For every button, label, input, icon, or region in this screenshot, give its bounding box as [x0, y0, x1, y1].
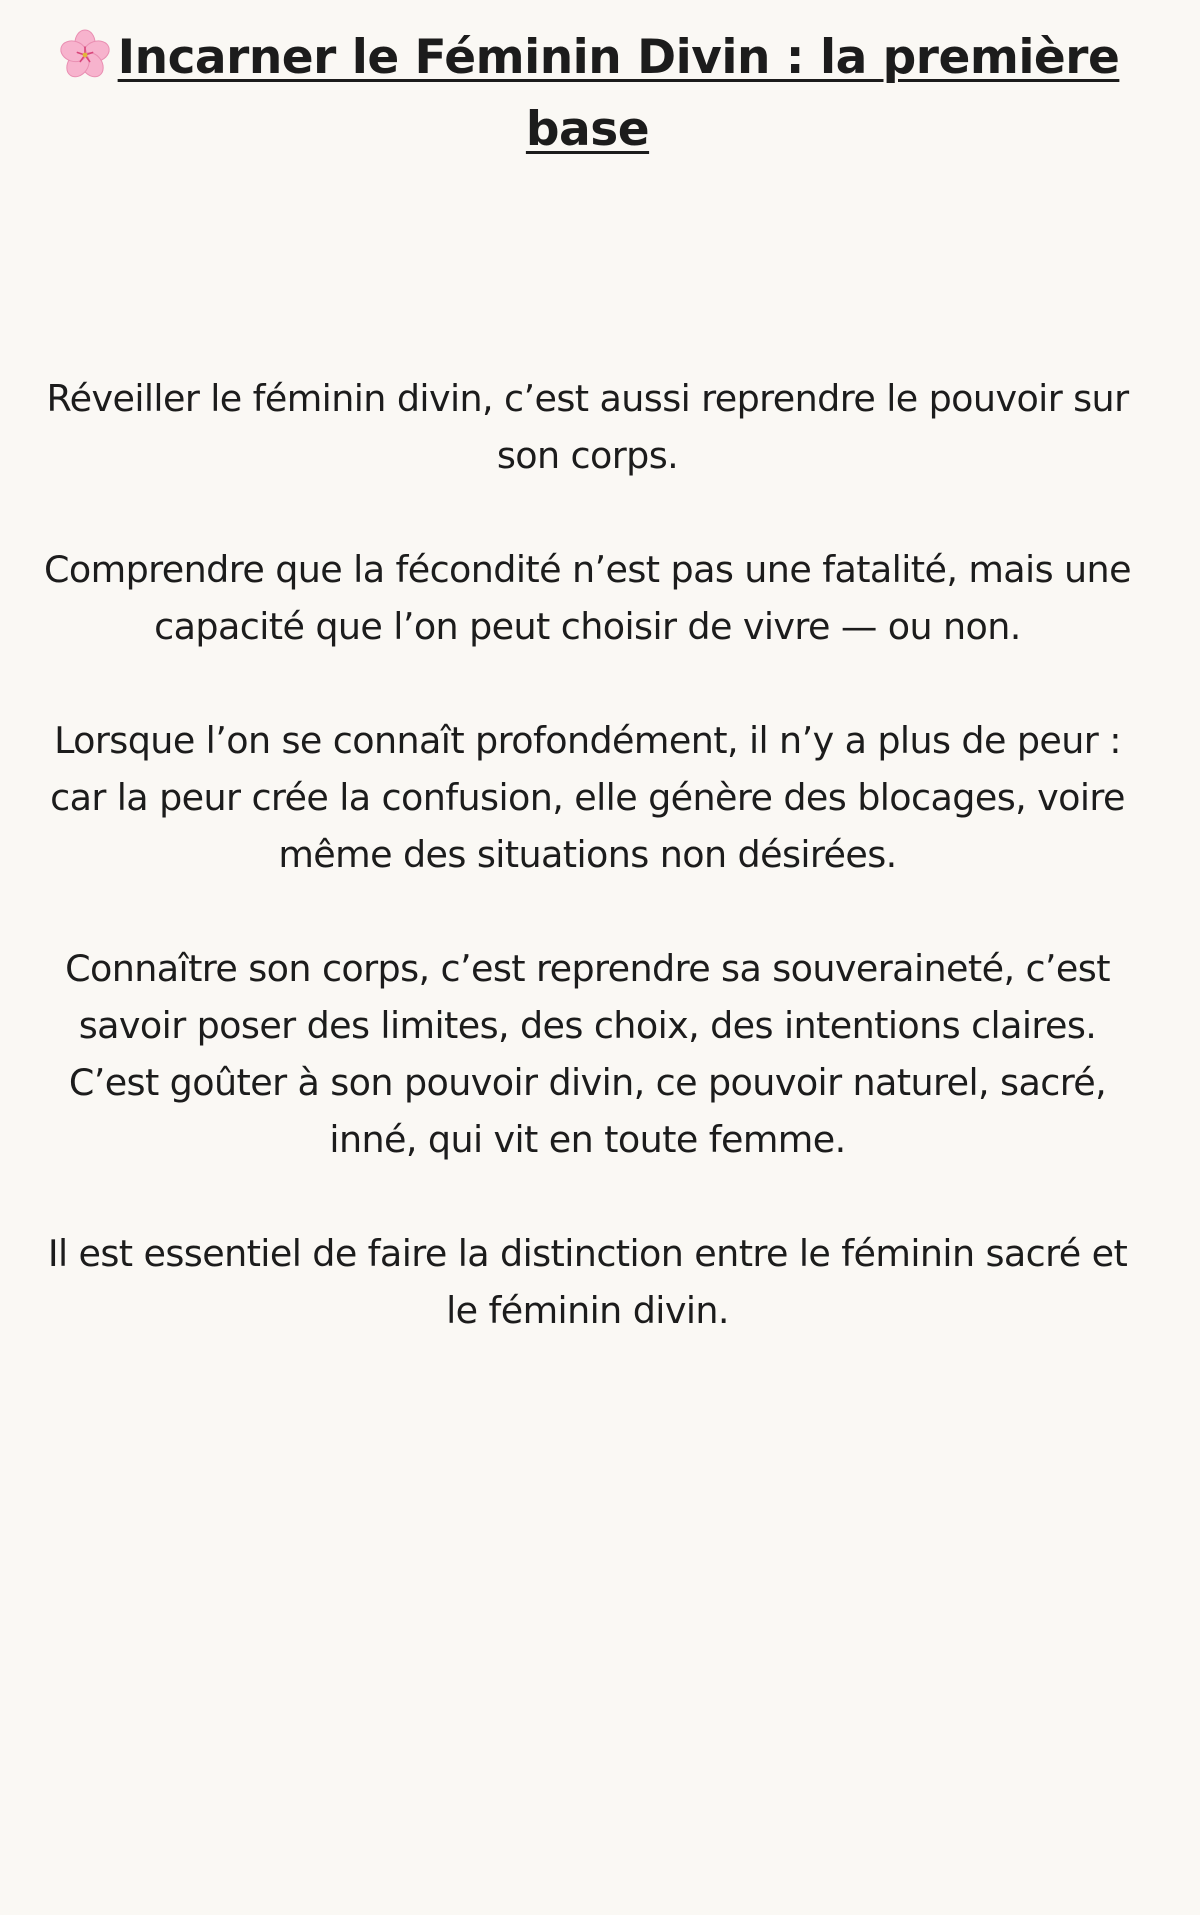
paragraph: Réveiller le féminin divin, c’est aussi reprendre le pouvoir sur son corps. [46, 377, 1129, 477]
title-block [0, 22, 1175, 166]
page-title [0, 22, 1175, 166]
body-text [0, 370, 1175, 1396]
page-title-text: Incarner le Féminin Divin : la première base [117, 30, 1120, 157]
paragraph: Lorsque l’on se connaît profondément, il n’y a plus de peur : car la peur crée la confusion, elle génère des blocages, voire même des situations non désirées. [50, 719, 1125, 876]
paragraph: Connaître son corps, c’est reprendre sa souveraineté, c’est savoir poser des limites, des choix, des intentions claires. C’est goûter à son pouvoir divin, ce pouvoir naturel, sacré, inné, qui vit en toute femme. [65, 947, 1110, 1161]
paragraph: Comprendre que la fécondité n’est pas une fatalité, mais une capacité que l’on peut choisir de vivre — ou non. [44, 548, 1131, 648]
paragraph: Il est essentiel de faire la distinction entre le féminin sacré et le féminin divin. [47, 1232, 1128, 1332]
cherry-blossom-icon [56, 29, 114, 81]
